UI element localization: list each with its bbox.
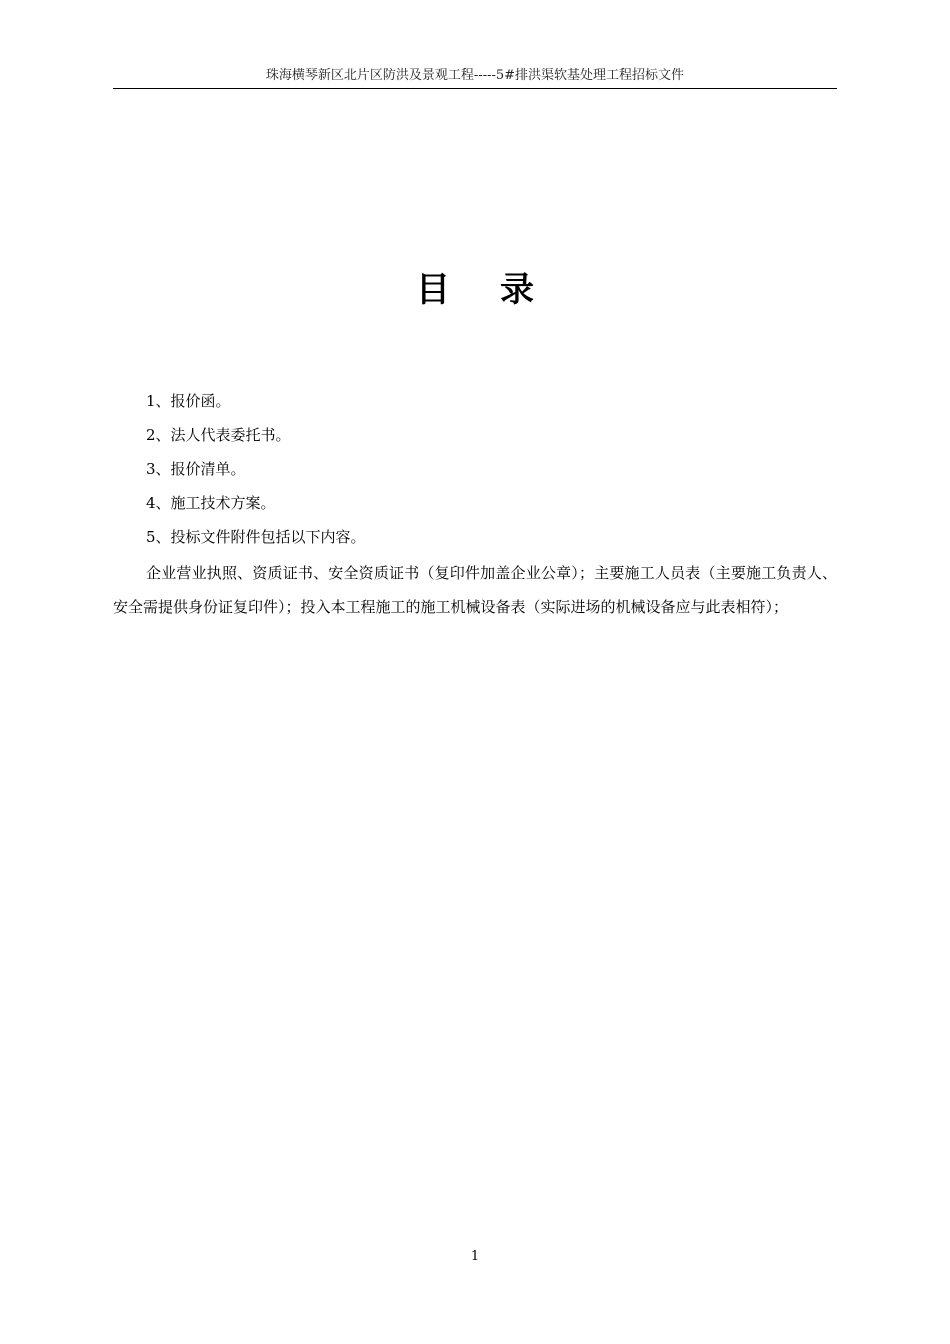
toc-item-4: 4、施工技术方案。 <box>146 494 276 512</box>
attachments-paragraph: 企业营业执照、资质证书、安全资质证书（复印件加盖企业公章）；主要施工人员表（主要施工负责人、安全需提供身份证复印件）；投入本工程施工的施工机械设备表（实际进场的机械设备应与此表相符）； <box>113 564 837 616</box>
toc-list <box>113 386 837 624</box>
toc-item-3: 3、报价清单。 <box>146 460 246 478</box>
header-text: 珠海横琴新区北片区防洪及景观工程-----5#排洪渠软基处理工程招标文件 <box>265 68 685 83</box>
title-char-1: 目 <box>416 270 450 310</box>
page-number: 1 <box>470 1249 480 1264</box>
toc-item-5: 5、投标文件附件包括以下内容。 <box>146 528 366 546</box>
toc-item-2: 2、法人代表委托书。 <box>146 426 291 444</box>
toc-item-1: 1、报价函。 <box>146 392 231 410</box>
page-title <box>0 268 950 312</box>
page-header <box>113 66 837 89</box>
title-char-2: 录 <box>500 270 534 310</box>
